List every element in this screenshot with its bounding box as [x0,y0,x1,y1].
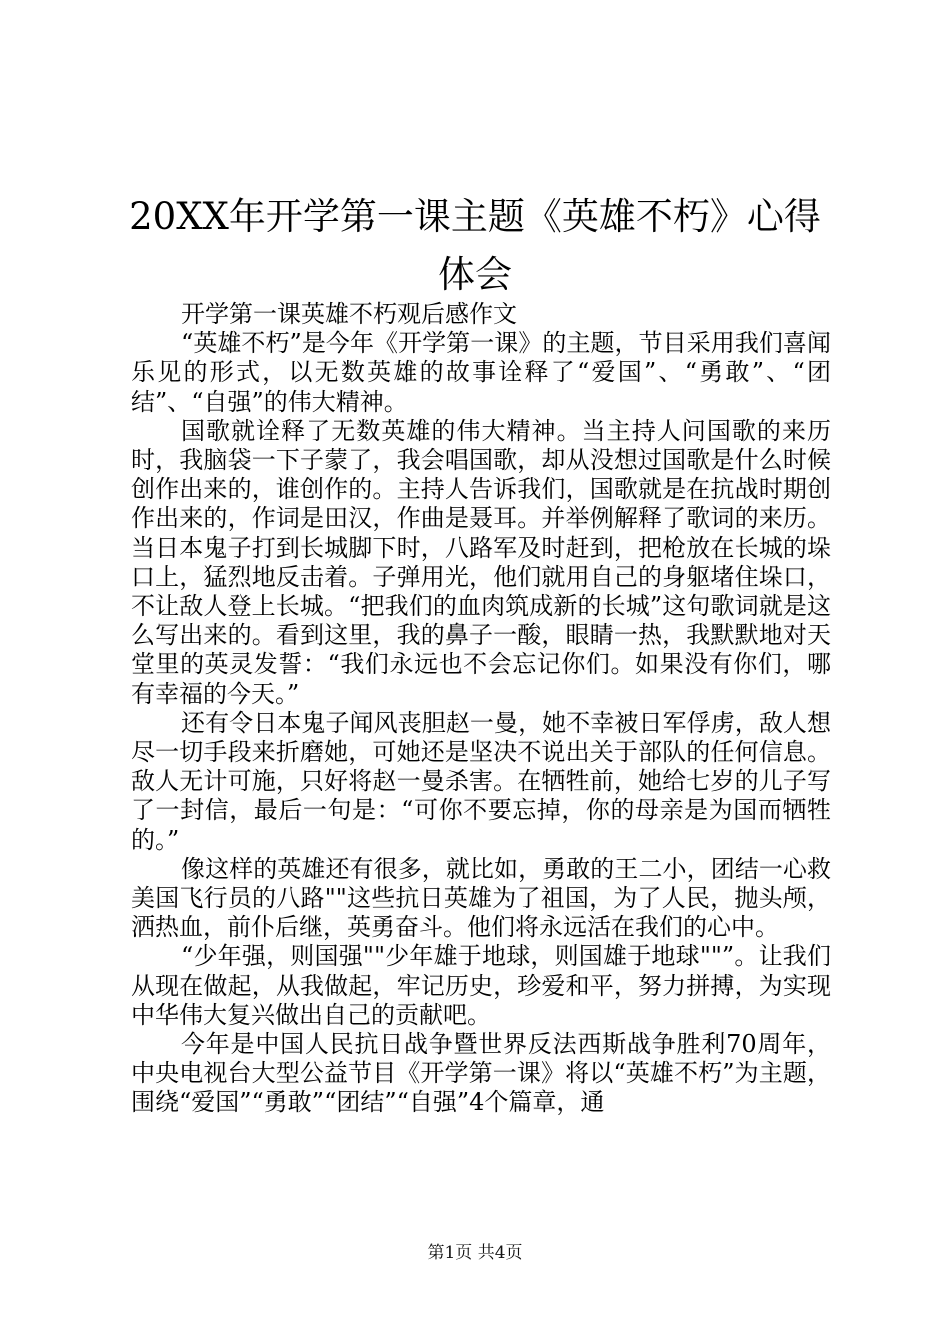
subtitle-paragraph: 开学第一课英雄不朽观后感作文 [181,300,517,328]
paragraph: 国歌就诠释了无数英雄的伟大精神。当主持人问国歌的来历时，我脑袋一下子蒙了，我会唱国歌，却从没想过国歌是什么时候创作出来的，谁创作的。主持人告诉我们，国歌就是在抗战时期创作出来的，作词是田汉，作曲是聂耳。并举例解释了歌词的来历。当日本鬼子打到长城脚下时，八路军及时赶到，把枪放在长城的垛口上，猛烈地反击着。子弹用光，他们就用自己的身躯堵住垛口，不让敌人登上长城。“把我们的血肉筑成新的长城”这句歌词就是这么写出来的。看到这里，我的鼻子一酸，眼睛一热，我默默地对天堂里的英灵发誓：“我们永远也不会忘记你们。如果没有你们，哪有幸福的今天。” [131,416,831,708]
page-number: 第1页 共4页 [427,1243,523,1263]
paragraph: 像这样的英雄还有很多，就比如，勇敢的王二小，团结一心救美国飞行员的八路""这些抗日英雄为了祖国，为了人民，抛头颅，洒热血，前仆后继，英勇奋斗。他们将永远活在我们的心中。 [131,854,831,942]
paragraph: 今年是中国人民抗日战争暨世界反法西斯战争胜利70周年，中央电视台大型公益节目《开学第一课》将以“英雄不朽”为主题，围绕“爱国”“勇敢”“团结”“自强”4个篇章，通 [131,1030,831,1117]
document-title: 20XX年开学第一课主题《英雄不朽》心得体会 [129,195,821,296]
document-body [131,300,831,1118]
paragraph: 还有令日本鬼子闻风丧胆赵一曼，她不幸被日军俘虏，敌人想尽一切手段来折磨她，可她还是坚决不说出关于部队的任何信息。敌人无计可施，只好将赵一曼杀害。在牺牲前，她给七岁的儿子写了一封信，最后一句是：“可你不要忘掉，你的母亲是为国而牺牲的。” [131,708,831,854]
paragraph: “英雄不朽”是今年《开学第一课》的主题，节目采用我们喜闻乐见的形式，以无数英雄的故事诠释了“爱国”、“勇敢”、“团结”、“自强”的伟大精神。 [131,329,831,416]
page-footer [0,1242,950,1264]
paragraph: “少年强，则国强""少年雄于地球，则国雄于地球""”。让我们从现在做起，从我做起，牢记历史，珍爱和平，努力拼搏，为实现中华伟大复兴做出自己的贡献吧。 [131,942,831,1029]
